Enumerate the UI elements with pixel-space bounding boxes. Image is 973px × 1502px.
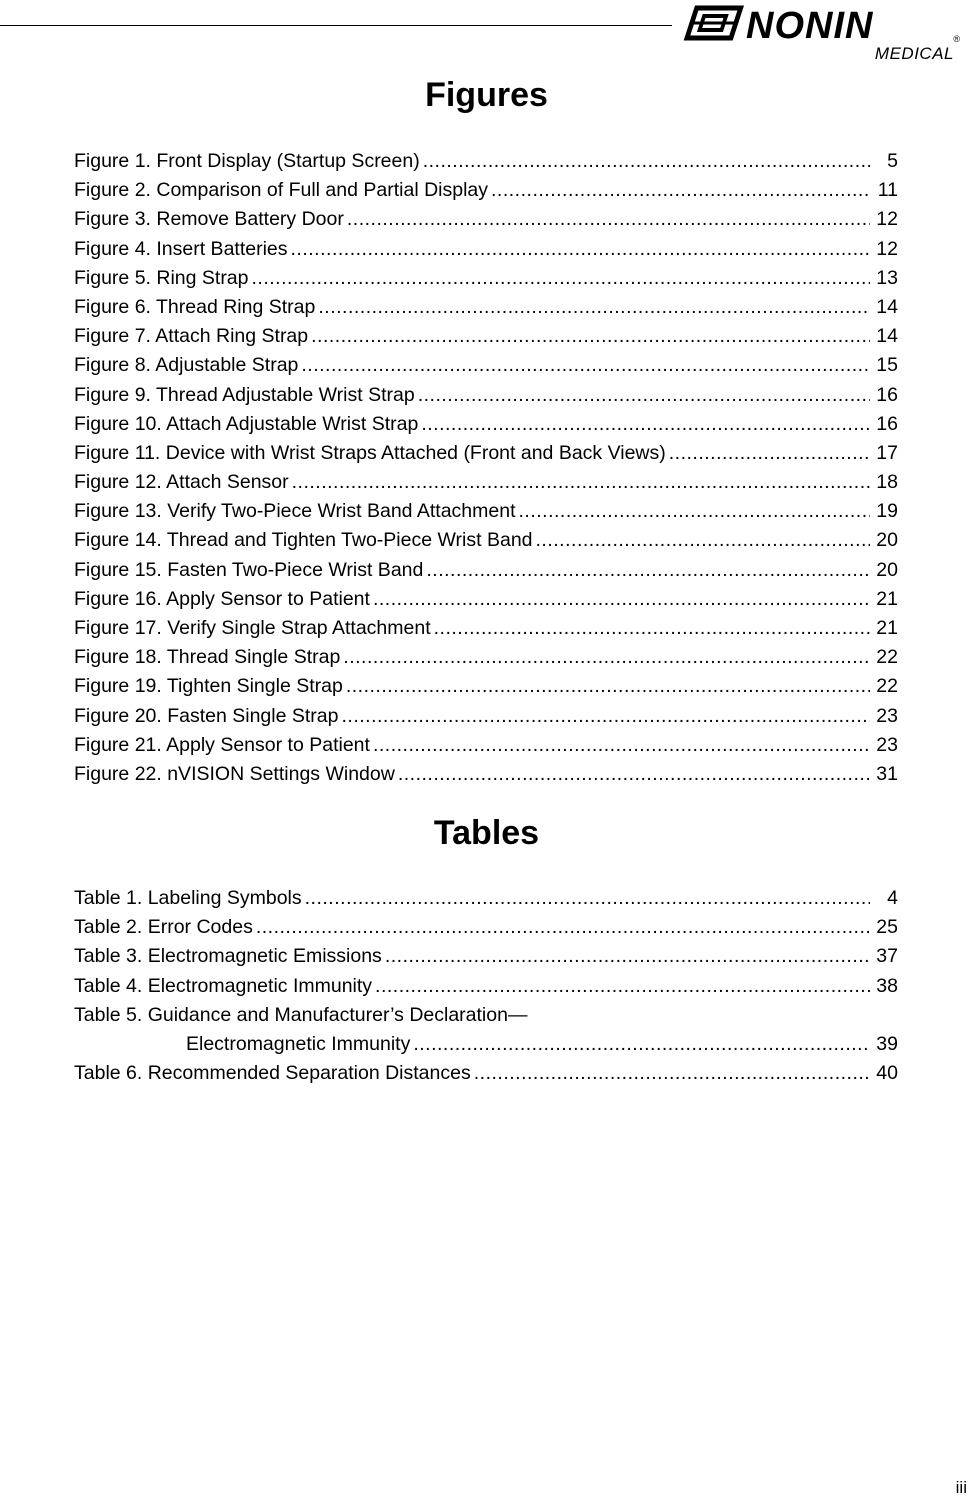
figures-list xyxy=(74,147,898,789)
figure-entry-page: 16 xyxy=(876,412,898,435)
figure-entry-page: 19 xyxy=(876,500,898,523)
figure-entry-page: 17 xyxy=(876,441,898,464)
table-entry-page: 37 xyxy=(876,945,898,968)
table-entry-label: Table 3. Electromagnetic Emissions xyxy=(74,945,382,968)
figure-entry[interactable] xyxy=(74,293,898,322)
dot-leader xyxy=(418,381,870,410)
dot-leader xyxy=(398,760,870,789)
dot-leader xyxy=(518,497,870,526)
dot-leader xyxy=(291,235,870,264)
dot-leader xyxy=(421,410,870,439)
dot-leader xyxy=(292,468,870,497)
header-rule xyxy=(0,25,672,26)
figure-entry[interactable] xyxy=(74,235,898,264)
table-entry-page: 40 xyxy=(876,1062,898,1085)
dot-leader xyxy=(301,351,870,380)
dot-leader xyxy=(413,1030,870,1059)
page-number: iii xyxy=(955,1478,967,1497)
table-entry-label-cont: Electromagnetic Immunity xyxy=(186,1032,411,1055)
table-entry[interactable] xyxy=(74,942,898,971)
table-entry-label: Table 1. Labeling Symbols xyxy=(74,887,302,909)
figure-entry[interactable] xyxy=(74,614,898,643)
figure-entry[interactable] xyxy=(74,585,898,614)
figure-entry-label: Figure 4. Insert Batteries xyxy=(74,237,288,260)
figure-entry-label: Figure 3. Remove Battery Door xyxy=(74,208,344,231)
figure-entry-label: Figure 11. Device with Wrist Straps Attached (Front and Back Views) xyxy=(74,441,666,464)
dot-leader xyxy=(373,731,870,760)
dot-leader xyxy=(536,526,870,555)
figure-entry-page: 22 xyxy=(876,675,898,698)
figure-entry-label: Figure 16. Apply Sensor to Patient xyxy=(74,587,370,610)
dot-leader xyxy=(426,556,870,585)
dot-leader xyxy=(305,884,870,913)
figure-entry-label: Figure 1. Front Display (Startup Screen) xyxy=(74,150,420,172)
figure-entry-label: Figure 19. Tighten Single Strap xyxy=(74,675,343,698)
dot-leader xyxy=(256,913,870,942)
figure-entry-label: Figure 14. Thread and Tighten Two-Piece Wrist Band xyxy=(74,529,533,552)
figure-entry-page: 5 xyxy=(887,150,898,172)
figure-entry[interactable] xyxy=(74,322,898,351)
table-entry-label: Table 5. Guidance and Manufacturer’s Declaration— xyxy=(74,1003,528,1026)
logo-wordmark: NONIN xyxy=(746,5,874,47)
figure-entry-page: 11 xyxy=(877,179,898,202)
figure-entry[interactable] xyxy=(74,205,898,234)
table-entry[interactable] xyxy=(74,884,898,913)
table-entry-page: 39 xyxy=(876,1032,898,1055)
figure-entry-label: Figure 21. Apply Sensor to Patient xyxy=(74,733,370,756)
table-entry-continuation xyxy=(74,1030,898,1059)
figure-entry-page: 20 xyxy=(876,558,898,581)
dot-leader xyxy=(373,585,870,614)
figure-entry[interactable] xyxy=(74,526,898,555)
dot-leader xyxy=(343,643,870,672)
figure-entry[interactable] xyxy=(74,643,898,672)
figure-entry[interactable] xyxy=(74,497,898,526)
figure-entry-page: 12 xyxy=(876,208,898,231)
figure-entry-page: 23 xyxy=(876,704,898,727)
dot-leader xyxy=(423,147,870,176)
figure-entry[interactable] xyxy=(74,147,898,176)
figure-entry[interactable] xyxy=(74,176,898,205)
figure-entry-label: Figure 17. Verify Single Strap Attachment xyxy=(74,617,431,639)
figure-entry[interactable] xyxy=(74,672,898,701)
figure-entry-label: Figure 6. Thread Ring Strap xyxy=(74,295,316,318)
figure-entry-label: Figure 22. nVISION Settings Window xyxy=(74,762,395,785)
table-entry[interactable] xyxy=(74,1001,898,1059)
registered-mark: ® xyxy=(953,34,960,44)
figure-entry-page: 21 xyxy=(876,617,898,639)
figure-entry-label: Figure 10. Attach Adjustable Wrist Strap xyxy=(74,412,419,435)
dot-leader xyxy=(474,1059,870,1088)
figure-entry-label: Figure 20. Fasten Single Strap xyxy=(74,704,339,727)
table-entry-page: 25 xyxy=(876,916,898,939)
dot-leader xyxy=(252,264,870,293)
figure-entry-label: Figure 2. Comparison of Full and Partial Display xyxy=(74,179,489,202)
table-entry-page: 38 xyxy=(876,974,898,997)
table-entry[interactable] xyxy=(74,1059,898,1088)
figure-entry-label: Figure 5. Ring Strap xyxy=(74,266,249,289)
figure-entry-label: Figure 8. Adjustable Strap xyxy=(74,354,299,377)
figure-entry[interactable] xyxy=(74,410,898,439)
figure-entry[interactable] xyxy=(74,264,898,293)
dot-leader xyxy=(346,672,870,701)
figure-entry-page: 14 xyxy=(876,325,898,348)
table-entry-page: 4 xyxy=(887,887,898,909)
figure-entry-page: 21 xyxy=(876,587,898,610)
figure-entry-page: 12 xyxy=(876,237,898,260)
figure-entry-page: 15 xyxy=(876,354,898,377)
table-entry-label: Table 2. Error Codes xyxy=(74,916,253,939)
figure-entry[interactable] xyxy=(74,468,898,497)
figure-entry-label: Figure 12. Attach Sensor xyxy=(74,471,289,494)
figure-entry[interactable] xyxy=(74,760,898,789)
figures-heading: Figures xyxy=(425,76,548,114)
table-entry[interactable] xyxy=(74,913,898,942)
figure-entry[interactable] xyxy=(74,351,898,380)
figure-entry-page: 20 xyxy=(876,529,898,552)
figure-entry-label: Figure 13. Verify Two-Piece Wrist Band Attachment xyxy=(74,500,516,523)
nonin-medical-logo xyxy=(682,4,968,62)
figure-entry[interactable] xyxy=(74,556,898,585)
dot-leader xyxy=(434,614,870,643)
figure-entry-page: 13 xyxy=(876,266,898,289)
figure-entry-page: 31 xyxy=(876,762,898,785)
dot-leader xyxy=(311,322,870,351)
dot-leader xyxy=(318,293,870,322)
figure-entry-page: 23 xyxy=(876,733,898,756)
figure-entry[interactable] xyxy=(74,439,898,468)
figure-entry-label: Figure 9. Thread Adjustable Wrist Strap xyxy=(74,383,415,406)
tables-list xyxy=(74,884,898,1088)
figure-entry-label: Figure 7. Attach Ring Strap xyxy=(74,325,309,348)
table-entry[interactable] xyxy=(74,972,898,1001)
dot-leader xyxy=(385,942,870,971)
figure-entry[interactable] xyxy=(74,702,898,731)
dot-leader xyxy=(347,205,870,234)
figure-entry-label: Figure 18. Thread Single Strap xyxy=(74,646,341,669)
figure-entry-page: 18 xyxy=(876,471,898,494)
figure-entry-page: 16 xyxy=(876,383,898,406)
figure-entry[interactable] xyxy=(74,381,898,410)
figure-entry-page: 14 xyxy=(876,295,898,318)
dot-leader xyxy=(375,972,870,1001)
figure-entry-page: 22 xyxy=(876,646,898,669)
dot-leader xyxy=(491,176,870,205)
figure-entry-label: Figure 15. Fasten Two-Piece Wrist Band xyxy=(74,558,424,581)
dot-leader xyxy=(669,439,870,468)
logo-medical-text: MEDICAL xyxy=(874,44,954,63)
figure-entry[interactable] xyxy=(74,731,898,760)
dot-leader xyxy=(341,702,870,731)
tables-heading: Tables xyxy=(433,814,540,852)
table-entry-label: Table 6. Recommended Separation Distances xyxy=(74,1062,471,1085)
table-entry-label: Table 4. Electromagnetic Immunity xyxy=(74,974,373,997)
